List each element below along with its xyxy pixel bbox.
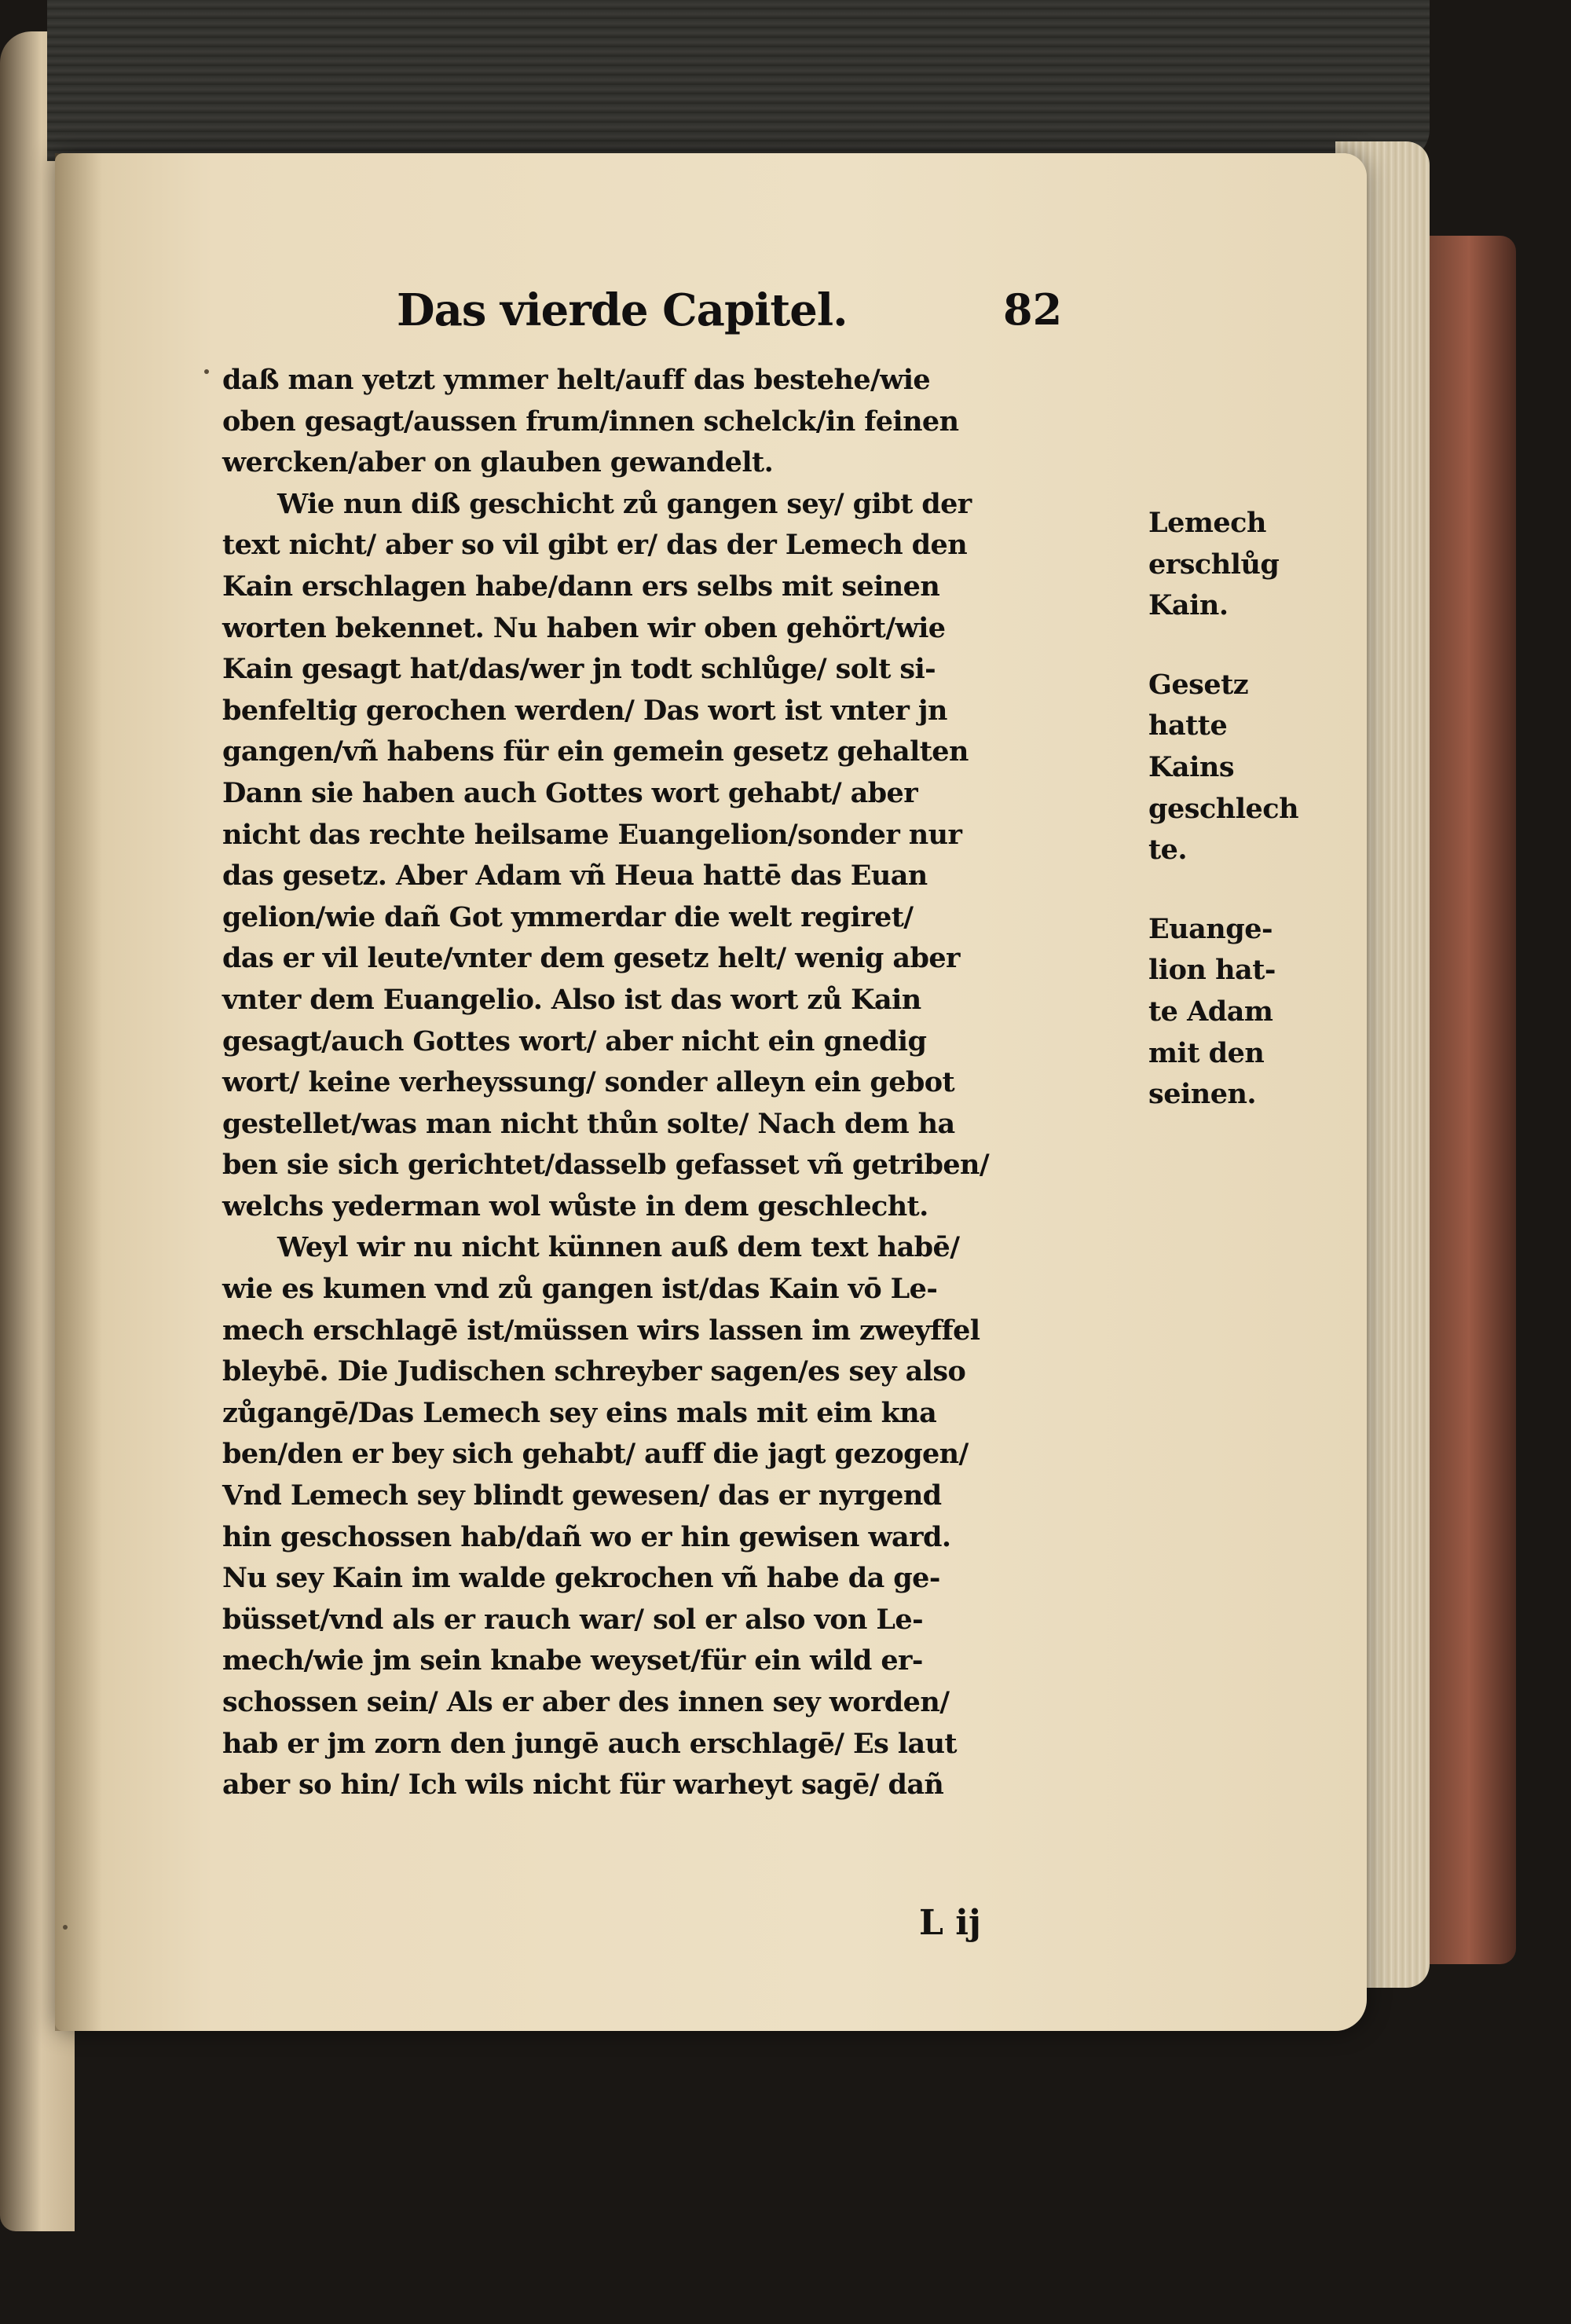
text-line: ben sie sich gerichtet/dasselb gefasset vñ getriben/: [222, 1149, 990, 1182]
page-gutter-shadow: [55, 153, 102, 2031]
margin-note-line: Euange-: [1148, 912, 1273, 945]
chapter-title: Das vierde Capitel.: [397, 284, 848, 336]
folio-number: 82: [1003, 284, 1063, 335]
text-line: wie es kumen vnd zů gangen ist/das Kain vō Le-: [222, 1273, 938, 1306]
text-line: Weyl wir nu nicht künnen auß dem text habē/: [277, 1231, 960, 1264]
book-top-edge: [47, 0, 1430, 161]
margin-note-line: Lemech: [1148, 507, 1266, 539]
text-line: das er vil leute/vnter dem gesetz helt/ wenig aber: [222, 942, 960, 975]
text-line: Nu sey Kain im walde gekrochen vñ habe da ge-: [222, 1562, 940, 1595]
text-line: wercken/aber on glauben gewandelt.: [222, 446, 774, 479]
text-line: daß man yetzt ymmer helt/auff das bestehe/wie: [222, 364, 931, 396]
text-line: Vnd Lemech sey blindt gewesen/ das er nyrgend: [222, 1479, 942, 1512]
margin-note-line: erschlůg: [1148, 548, 1280, 581]
text-line: Dann sie haben auch Gottes wort gehabt/ aber: [222, 776, 918, 809]
margin-note-line: mit den: [1148, 1036, 1265, 1069]
margin-note-line: Kain.: [1148, 589, 1229, 622]
text-line: nicht das rechte heilsame Euangelion/sonder nur: [222, 818, 962, 851]
text-line: büsset/vnd als er rauch war/ sol er also von Le-: [222, 1603, 924, 1636]
paper-speck: [63, 1925, 68, 1930]
margin-note-line: te.: [1148, 834, 1188, 867]
signature-mark: L ij: [919, 1903, 981, 1943]
text-line: aber so hin/ Ich wils nicht für warheyt sagē/ dañ: [222, 1769, 944, 1802]
text-line: bleybē. Die Judischen schreyber sagen/es sey also: [222, 1355, 966, 1388]
text-line: oben gesagt/aussen frum/innen schelck/in feinen: [222, 405, 959, 438]
text-line: text nicht/ aber so vil gibt er/ das der Lemech den: [222, 529, 968, 562]
margin-note-line: geschlech: [1148, 792, 1299, 825]
text-line: welchs yederman wol wůste in dem geschlecht.: [222, 1189, 928, 1222]
text-line: hab er jm zorn den jungē auch erschlagē/ Es laut: [222, 1727, 957, 1760]
text-line: zůgangē/Das Lemech sey eins mals mit eim kna: [222, 1396, 937, 1429]
margin-note-line: Kains: [1148, 750, 1235, 783]
text-line: schossen sein/ Als er aber des innen sey worden/: [222, 1686, 950, 1718]
margin-note: [1148, 909, 1329, 1116]
text-line: mech/wie jm sein knabe weyset/für ein wild er-: [222, 1644, 923, 1677]
margin-note-line: seinen.: [1148, 1078, 1257, 1111]
running-header: [397, 284, 1104, 347]
text-line: Kain gesagt hat/das/wer jn todt schlůge/ solt si-: [222, 653, 936, 686]
text-line: wort/ keine verheyssung/ sonder alleyn ein gebot: [222, 1066, 955, 1099]
text-line: das gesetz. Aber Adam vñ Heua hattē das Euan: [222, 860, 928, 893]
margin-note: [1148, 665, 1329, 871]
text-line: gangen/vñ habens für ein gemein gesetz gehalten: [222, 735, 969, 768]
margin-note-line: lion hat-: [1148, 954, 1276, 987]
text-line: benfeltig gerochen werden/ Das wort ist vnter jn: [222, 694, 947, 727]
margin-notes: [1148, 503, 1329, 1153]
main-text-block: [222, 360, 1149, 1806]
margin-note-line: te Adam: [1148, 995, 1273, 1028]
text-line: hin geschossen hab/dañ wo er hin gewisen ward.: [222, 1520, 951, 1553]
book-cover-edge: [1422, 236, 1516, 1964]
text-line: mech erschlagē ist/müssen wirs lassen im zweyffel: [222, 1314, 980, 1347]
margin-note-line: Gesetz: [1148, 668, 1249, 701]
text-line: gestellet/was man nicht thůn solte/ Nach dem ha: [222, 1107, 955, 1140]
text-line: Wie nun diß geschicht zů gangen sey/ gibt der: [277, 487, 972, 520]
margin-note: [1148, 503, 1329, 627]
text-line: vnter dem Euangelio. Also ist das wort zů Kain: [222, 983, 921, 1016]
text-line: ben/den er bey sich gehabt/ auff die jagt gezogen/: [222, 1438, 969, 1471]
margin-note-line: hatte: [1148, 709, 1228, 742]
text-line: worten bekennet. Nu haben wir oben gehört/wie: [222, 611, 946, 644]
text-line: gelion/wie dañ Got ymmerdar die welt regiret/: [222, 900, 914, 933]
paper-speck: [204, 369, 209, 374]
text-line: Kain erschlagen habe/dann ers selbs mit seinen: [222, 570, 940, 603]
text-line: gesagt/auch Gottes wort/ aber nicht ein gnedig: [222, 1025, 927, 1058]
